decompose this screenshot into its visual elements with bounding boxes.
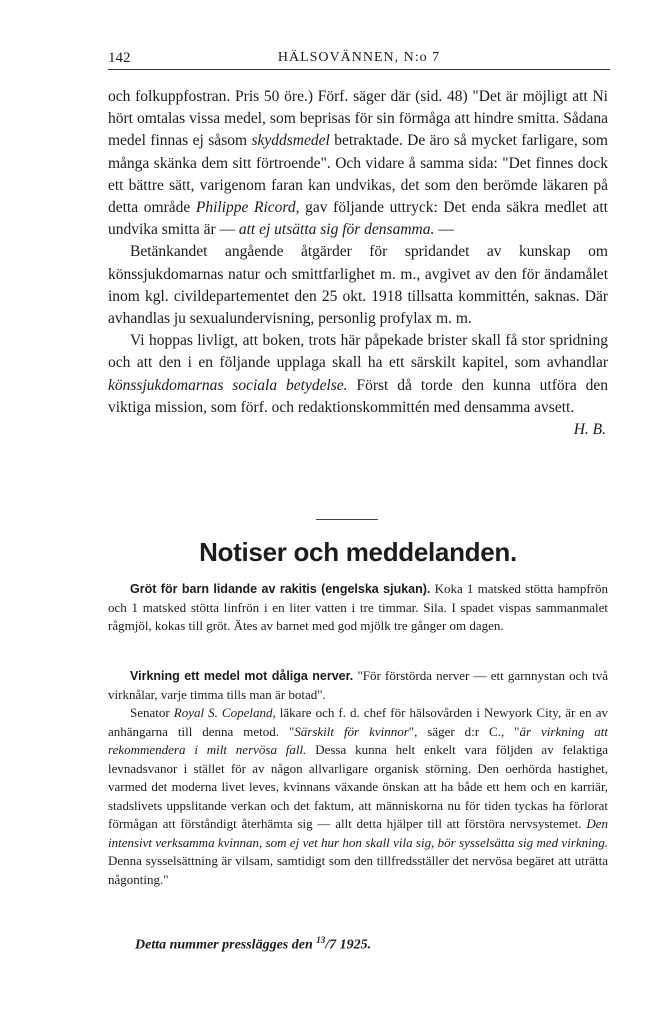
footer-text: Detta nummer presslägges den [135, 937, 313, 953]
date-month: /7 [325, 937, 337, 953]
page-header [108, 50, 610, 72]
text: — [434, 221, 454, 239]
text: "För förstörda nerver — ett garnnystan och två virknålar, varje timma tills man är botad". [108, 668, 608, 702]
notice-paragraph [108, 580, 608, 636]
paragraph-1 [108, 86, 608, 241]
italic-text: könssjukdomarnas sociala betydelse. [108, 376, 348, 394]
italic-text: Royal S. Copeland, [173, 705, 276, 720]
article-body [108, 86, 608, 441]
italic-text: Särskilt för kvinnor [294, 723, 409, 739]
paragraph-3 [108, 330, 608, 439]
text: gav följande uttryck: Det enda säkra medlet att undvika smitta är — [108, 199, 608, 239]
notice-rickets-porridge [108, 580, 608, 636]
text: betraktade. De äro så mycket farligare, som många skänka dem sitt förtroende". Och vidare å samma sida: "Det finnes dock ett bättre sätt, varigenom faran kan undvikas, det som den berömde läkaren på detta område [108, 132, 608, 217]
text: läkare och f. d. chef för hälsovården i Newyork City, är en av anhängarna till denna metod. " [108, 705, 608, 739]
notice-paragraph [108, 667, 608, 704]
text: ", säger d:r C., " [408, 723, 520, 739]
notice-crochet-nerves [108, 667, 608, 889]
italic-text: Philippe Ricord, [195, 199, 300, 217]
italic-text: Den intensivt verksamma kvinnan, som ej vet hur hon skall vila sig, bör sysselsätta sig med virkning. [108, 816, 608, 850]
text: Denna sysselsättning är vilsam, samtidigt som den tillfredsställer det nervösa begäret att uträtta någonting." [108, 853, 608, 887]
text: Dessa kunna helt enkelt vara följden av felaktiga levnadsvanor i stället för av någon allvarligare organisk störning. Den oerhörda hastighet, varmed det moderna livet leves, kvinnans växande önskan att ha både ett hem och en karriär, stadslivets uppslitande verkan och det faktum, att människorna nu för tiden tyckas ha förlorat förmågan att förståndigt återhämta sig — allt detta hjälper till att förstöra nervsystemet. [108, 742, 608, 831]
notice-heading: Gröt för barn lidande av rakitis (engelska sjukan). [130, 582, 431, 596]
italic-text: är virkning att rekommendera i milt nervösa fall. [108, 723, 609, 757]
text: Koka 1 matsked stötta hampfrön och 1 matsked stötta linfrön i en liter vatten i tre timmar. Sila. I spadet vispas sammanmalet rågmjöl, kokas till gröt. Ätes av barnet med god mjölk tre gånger om dagen. [108, 581, 609, 633]
section-title: Notiser och meddelanden. [199, 537, 517, 567]
text: Först då torde den kunna utföra den viktiga mission, som förf. och redaktionskommittén med densamma avsett. [108, 376, 608, 416]
running-title: HÄLSOVÄNNEN, N:o 7 [277, 50, 441, 65]
notice-heading: Virkning ett medel mot dåliga nerver. [130, 669, 354, 683]
italic-text: skyddsmedel [251, 132, 330, 150]
date-day: 13 [316, 935, 326, 945]
notice-paragraph [108, 704, 608, 889]
text: och folkuppfostran. Pris 50 öre.) Förf. säger där (sid. 48) "Det är möjligt att Ni hört omtalas vissa medel, som beprisas för sin förmåga att hindre smitta. Sådana medel finnas ej såsom [108, 88, 608, 150]
text: Vi hoppas livligt, att boken, trots här påpekade brister skall få stor spridning och att den i en följande upplaga skall ha ett särskilt kapitel, som avhandlar [108, 332, 608, 372]
italic-text: att ej utsätta sig för densamma. [238, 221, 435, 239]
press-date-footer [135, 935, 371, 954]
author-signature: H. B. [573, 421, 606, 439]
section-divider [316, 519, 378, 520]
text: Senator [130, 705, 174, 720]
paragraph-2: Betänkandet angående åtgärder för spridandet av kunskap om könssjukdomarnas natur och smittfarlighet m. m., avgivet av den för ändamålet inom kgl. civildepartementet den 25 okt. 1918 tillsatta kommittén, saknas. Där avhandlas ju sexualundervisning, personlig profylax m. m. [108, 243, 608, 328]
page-number: 142 [108, 50, 131, 66]
header-rule [108, 69, 610, 70]
date-year: 1925. [339, 937, 372, 953]
